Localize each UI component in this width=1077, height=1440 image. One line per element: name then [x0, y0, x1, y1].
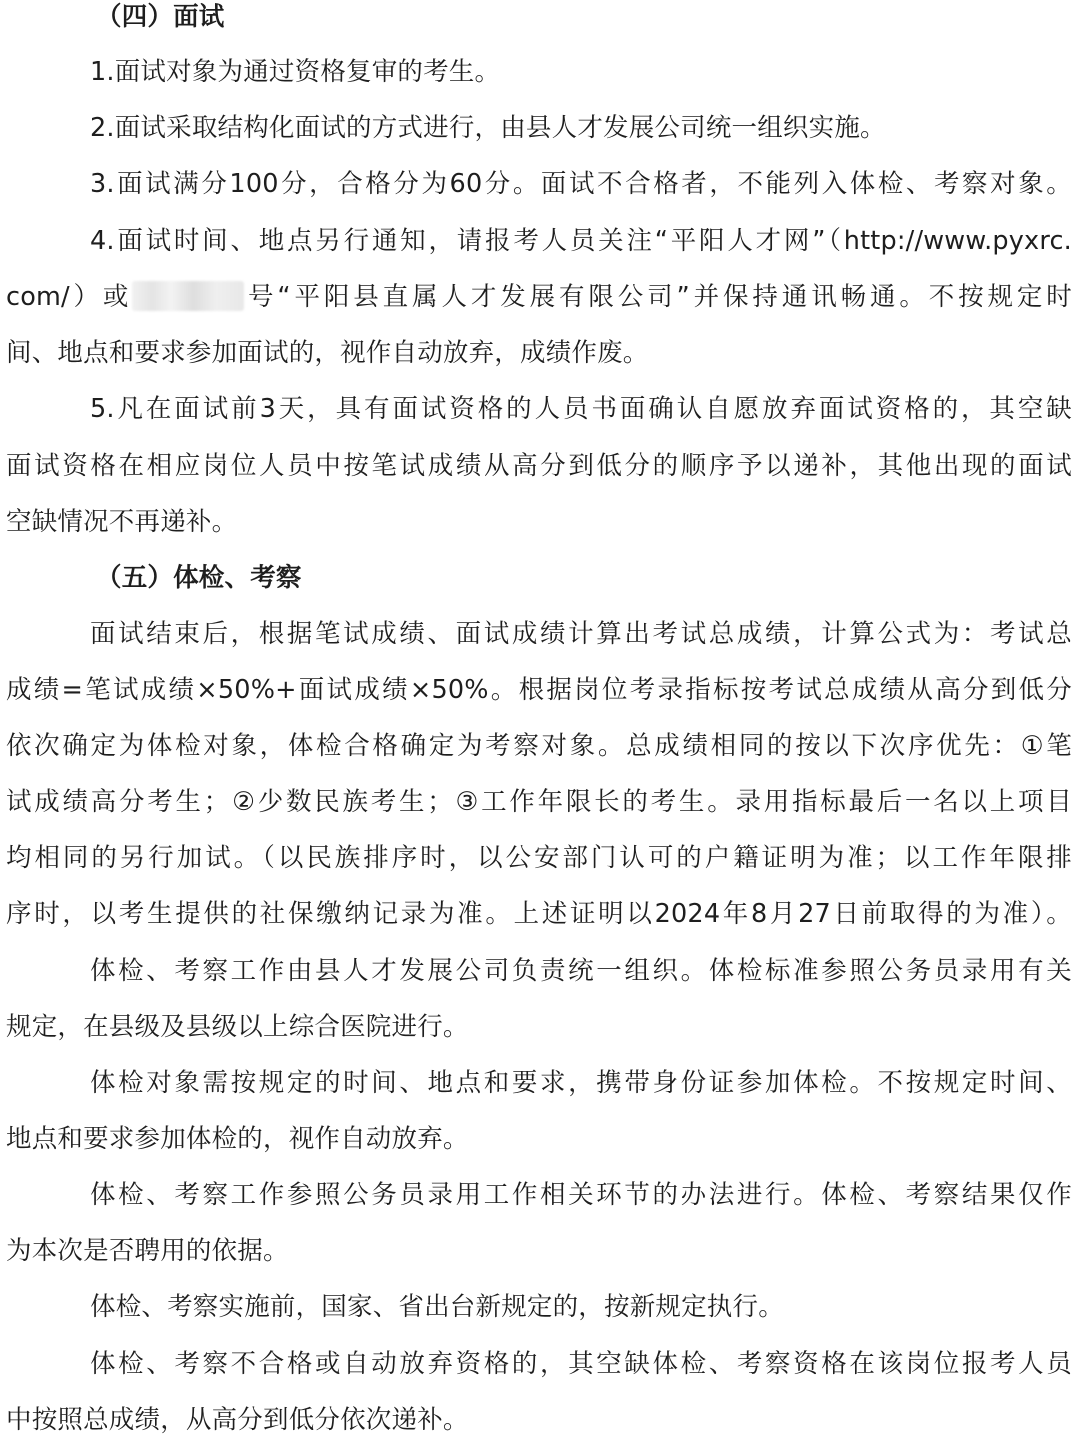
interview-item-5-line-3: 空缺情况不再递补。 — [6, 507, 238, 537]
interview-item-4-line-1: 4.面试时间、地点另行通知，请报考人员关注“平阳人才网”（http://www.pyxrc. — [90, 226, 1072, 256]
interview-item-5-line-2: 面试资格在相应岗位人员中按笔试成绩从高分到低分的顺序予以递补，其他出现的面试 — [6, 451, 1072, 481]
exam-paragraph-6-line-2: 中按照总成绩，从高分到低分依次递补。 — [6, 1405, 469, 1435]
exam-paragraph-1-line-5: 均相同的另行加试。（以民族排序时，以公安部门认可的户籍证明为准；以工作年限排 — [6, 843, 1072, 873]
interview-item-4-line-3: 间、地点和要求参加面试的，视作自动放弃，成绩作废。 — [6, 338, 649, 368]
interview-item-2: 2.面试采取结构化面试的方式进行，由县人才发展公司统一组织实施。 — [90, 113, 886, 143]
exam-paragraph-4-line-1: 体检、考察工作参照公务员录用工作相关环节的办法进行。体检、考察结果仅作 — [90, 1180, 1072, 1210]
exam-paragraph-2-line-2: 规定，在县级及县级以上综合医院进行。 — [6, 1012, 469, 1042]
exam-paragraph-2-line-1: 体检、考察工作由县人才发展公司负责统一组织。体检标准参照公务员录用有关 — [90, 956, 1072, 986]
exam-paragraph-6-line-1: 体检、考察不合格或自动放弃资格的，其空缺体检、考察资格在该岗位报考人员 — [90, 1349, 1072, 1379]
interview-item-5-line-1: 5.凡在面试前3天，具有面试资格的人员书面确认自愿放弃面试资格的，其空缺 — [90, 394, 1072, 424]
exam-paragraph-1-line-4: 试成绩高分考生；②少数民族考生；③工作年限长的考生。录用指标最后一名以上项目 — [6, 787, 1072, 817]
exam-paragraph-1-line-3: 依次确定为体检对象，体检合格确定为考察对象。总成绩相同的按以下次序优先：①笔 — [6, 731, 1072, 761]
exam-paragraph-1-line-1: 面试结束后，根据笔试成绩、面试成绩计算出考试总成绩，计算公式为：考试总 — [90, 619, 1072, 649]
interview-item-3: 3.面试满分100分，合格分为60分。面试不合格者，不能列入体检、考察对象。 — [90, 169, 1072, 199]
item-4-text-after-redaction: 号“平阳县直属人才发展有限公司”并保持通讯畅通。不按规定时 — [244, 282, 1072, 312]
section-heading-physical-exam: （五）体检、考察 — [96, 563, 302, 593]
interview-item-4-line-2 — [0, 277, 1077, 317]
section-heading-interview: （四）面试 — [96, 2, 225, 32]
interview-item-1: 1.面试对象为通过资格复审的考生。 — [90, 57, 501, 87]
exam-paragraph-4-line-2: 为本次是否聘用的依据。 — [6, 1236, 289, 1266]
exam-paragraph-3-line-2: 地点和要求参加体检的，视作自动放弃。 — [6, 1124, 469, 1154]
exam-paragraph-1-line-6: 序时，以考生提供的社保缴纳记录为准。上述证明以2024年8月27日前取得的为准）。 — [6, 899, 1072, 929]
exam-paragraph-1-line-2: 成绩=笔试成绩×50%+面试成绩×50%。根据岗位考录指标按考试总成绩从高分到低分 — [6, 675, 1072, 705]
exam-paragraph-3-line-1: 体检对象需按规定的时间、地点和要求，携带身份证参加体检。不按规定时间、 — [90, 1068, 1072, 1098]
redacted-account-name — [132, 281, 244, 311]
exam-paragraph-5-line-1: 体检、考察实施前，国家、省出台新规定的，按新规定执行。 — [90, 1292, 784, 1322]
item-4-text-before-redaction: com/）或 — [6, 282, 133, 312]
